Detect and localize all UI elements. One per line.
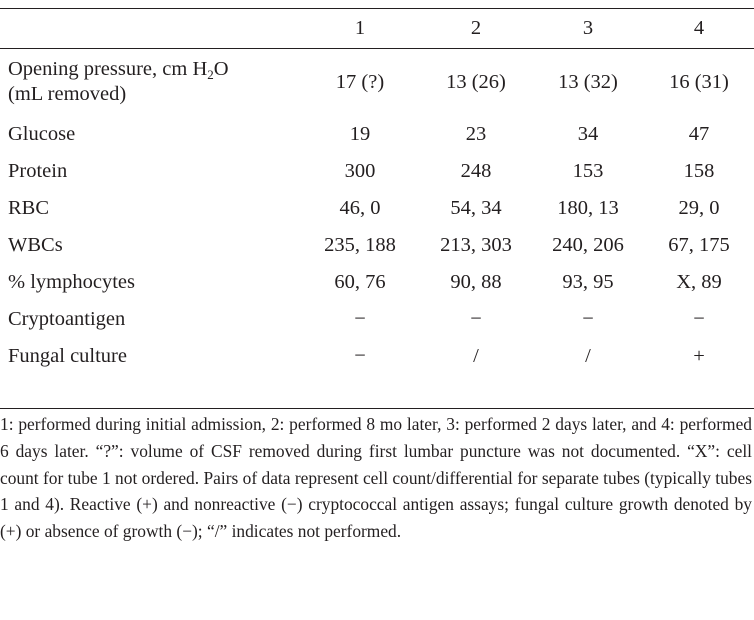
table-cell: 34	[577, 123, 599, 145]
row-label-opening-pressure	[0, 48, 300, 116]
table-row	[0, 338, 754, 375]
table-cell: 180, 13	[557, 197, 619, 219]
table-cell: 213, 303	[440, 234, 512, 256]
csf-results-table	[0, 9, 754, 375]
row-label-tail: O	[213, 58, 229, 80]
row-label-subscript: 2	[207, 67, 214, 82]
row-label-line2: (mL removed)	[8, 83, 127, 105]
table-row	[0, 227, 754, 264]
header-cell-3: 3	[582, 17, 594, 39]
table-cell: /	[585, 345, 591, 367]
table-cell: 153	[572, 160, 604, 182]
table-cell: 23	[465, 123, 487, 145]
table-row	[0, 48, 754, 116]
table-cell: X, 89	[676, 271, 722, 293]
header-cell-4: 4	[693, 17, 705, 39]
table-cell: 240, 206	[552, 234, 624, 256]
table-header-row	[0, 9, 754, 48]
row-label-lymphocytes: % lymphocytes	[8, 271, 135, 293]
table-row	[0, 301, 754, 338]
table-cell: −	[354, 308, 366, 330]
row-label-glucose: Glucose	[8, 123, 76, 145]
table-cell: −	[470, 308, 482, 330]
table-cell: −	[354, 345, 366, 367]
table-cell: 93, 95	[562, 271, 614, 293]
header-cell-1: 1	[354, 17, 366, 39]
table-cell: 158	[683, 160, 715, 182]
table-cell: 16 (31)	[669, 70, 729, 93]
table-cell: 235, 188	[324, 234, 396, 256]
row-label-protein: Protein	[8, 160, 68, 182]
table-cell: −	[693, 308, 705, 330]
table-bottom-rule	[0, 408, 754, 409]
table-cell: 46, 0	[339, 197, 381, 219]
table-cell: 47	[688, 123, 710, 145]
row-label-rbc: RBC	[8, 197, 50, 219]
table-row	[0, 116, 754, 153]
table-cell: +	[693, 345, 705, 367]
table-cell: 54, 34	[450, 197, 502, 219]
header-cell-2: 2	[470, 17, 482, 39]
table-cell: 19	[349, 123, 371, 145]
row-label-cryptoantigen: Cryptoantigen	[8, 308, 126, 330]
table-cell: 13 (26)	[446, 70, 506, 93]
table-footnote: 1: performed during initial admission, 2: performed 8 mo later, 3: performed 2 days later, and 4: performed 6 days later. “?”: volume of CSF removed during first lumbar puncture was not documented. “X”: cell count for tube 1 not ordered. Pairs of data represent cell count/differential for separate tubes (typically tubes 1 and 4). Reactive (+) and nonreactive (−) cryptococcal antigen assays; fungal culture growth denoted by (+) or absence of growth (−); “/” indicates not performed.	[0, 414, 752, 542]
row-label-main: Opening pressure, cm H	[8, 58, 208, 80]
table-cell: 90, 88	[450, 271, 502, 293]
table-cell: 248	[460, 160, 492, 182]
row-label-fungal-culture: Fungal culture	[8, 345, 127, 367]
table-cell: 300	[344, 160, 376, 182]
row-label-wbcs: WBCs	[8, 234, 63, 256]
table-row	[0, 153, 754, 190]
table-cell: /	[473, 345, 479, 367]
table-row	[0, 190, 754, 227]
table-cell: 67, 175	[668, 234, 730, 256]
table-cell: 13 (32)	[558, 70, 618, 93]
header-cell-empty	[0, 9, 300, 48]
table-cell: 17 (?)	[335, 70, 385, 93]
table-row	[0, 264, 754, 301]
table-cell: −	[582, 308, 594, 330]
table-cell: 60, 76	[334, 271, 386, 293]
table-cell: 29, 0	[678, 197, 720, 219]
